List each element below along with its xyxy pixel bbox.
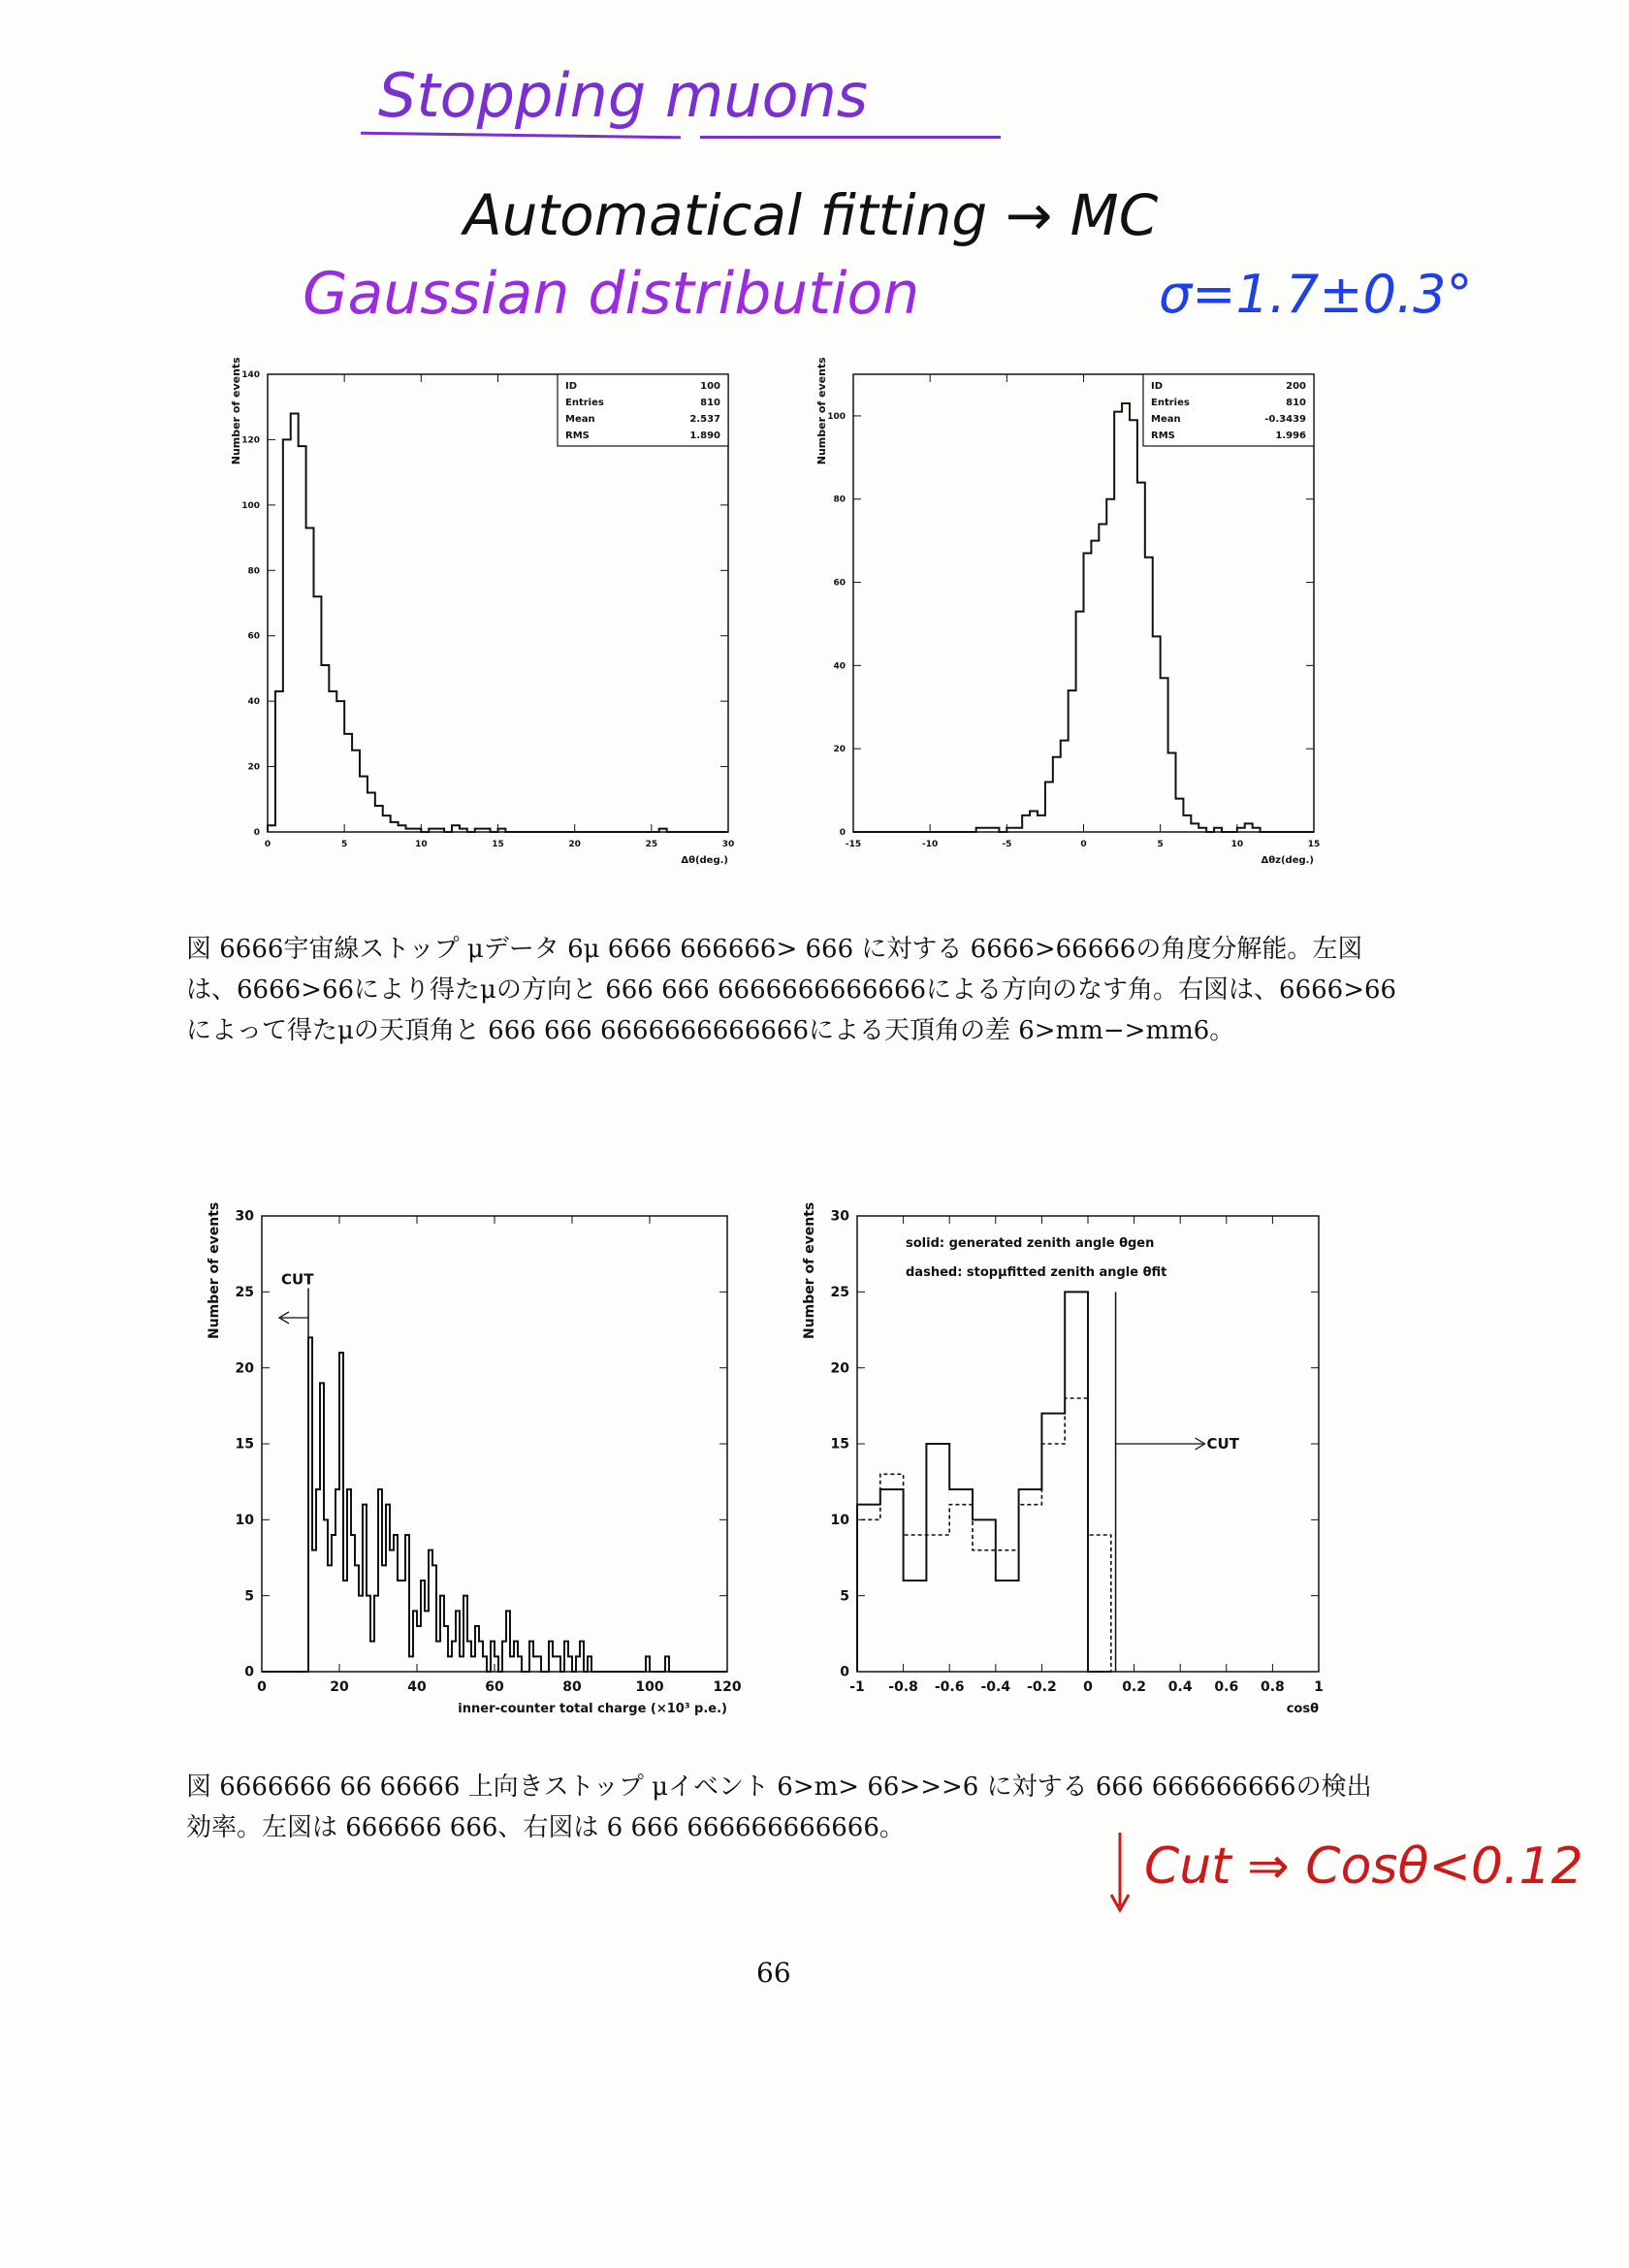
cut-marker bbox=[1116, 1292, 1205, 1672]
legend-entry-dashed: dashed: stopμfitted zenith angle θfit bbox=[906, 1265, 1167, 1280]
histogram-line bbox=[268, 413, 728, 832]
y-tick-label: 60 bbox=[247, 631, 260, 642]
histogram-delta-theta bbox=[211, 357, 754, 884]
x-tick-label: 5 bbox=[341, 840, 348, 849]
handwritten-cut-note: Cut ⇒ Cosθ<0.12 bbox=[1144, 1837, 1583, 1896]
x-tick-label: 10 bbox=[415, 840, 428, 849]
y-tick-label: 25 bbox=[235, 1285, 254, 1300]
y-tick-label: 25 bbox=[830, 1285, 849, 1300]
x-tick-label: 30 bbox=[721, 840, 735, 849]
y-axis-label: Number of events bbox=[802, 1201, 818, 1340]
legend-entry-solid: solid: generated zenith angle θgen bbox=[906, 1236, 1155, 1251]
x-tick-label: 0 bbox=[1080, 840, 1087, 849]
stats-key: ID bbox=[1151, 381, 1164, 392]
stats-value: 2.537 bbox=[689, 414, 720, 425]
handwritten-note-gaussian: Gaussian distribution bbox=[303, 260, 920, 328]
cut-label: CUT bbox=[1206, 1435, 1239, 1453]
title-underline bbox=[700, 136, 1001, 139]
y-axis-label: Number of events bbox=[207, 1201, 223, 1340]
page-number: 66 bbox=[756, 1957, 791, 1989]
x-tick-label: -0.4 bbox=[980, 1679, 1011, 1695]
stats-key: Mean bbox=[565, 414, 595, 425]
stats-value: -0.3439 bbox=[1264, 414, 1306, 425]
y-tick-label: 0 bbox=[244, 1664, 254, 1680]
x-tick-label: 0.2 bbox=[1122, 1679, 1147, 1695]
y-tick-label: 20 bbox=[235, 1360, 254, 1377]
x-tick-label: 40 bbox=[407, 1679, 427, 1695]
axis-ticks bbox=[831, 1209, 1324, 1695]
y-tick-label: 30 bbox=[235, 1208, 254, 1225]
x-tick-label: 1 bbox=[1314, 1679, 1324, 1695]
x-tick-label: 20 bbox=[568, 840, 581, 849]
y-tick-label: 10 bbox=[830, 1513, 849, 1528]
y-tick-label: 40 bbox=[247, 697, 260, 708]
x-tick-label: -1 bbox=[849, 1679, 865, 1695]
x-tick-label: 60 bbox=[485, 1679, 504, 1695]
y-tick-label: 15 bbox=[830, 1436, 849, 1453]
stats-value: 1.996 bbox=[1275, 431, 1306, 441]
x-tick-label: -0.6 bbox=[934, 1679, 965, 1695]
y-tick-label: 0 bbox=[839, 828, 846, 838]
stats-value: 1.890 bbox=[689, 431, 720, 441]
x-tick-label: -10 bbox=[922, 840, 939, 849]
x-tick-label: 80 bbox=[562, 1679, 582, 1695]
series-solid-line bbox=[857, 1292, 1111, 1672]
handwritten-sigma-value: σ=1.7±0.3° bbox=[1159, 264, 1473, 325]
histogram-inner-counter-charge bbox=[204, 1195, 747, 1718]
x-axis-label: Δθ(deg.) bbox=[681, 855, 728, 866]
caption-line: によって得たμの天頂角と 666 666 6666666666666による天頂角の差 6>mm−>mm6。 bbox=[186, 1016, 1235, 1045]
stats-value: 100 bbox=[700, 381, 720, 392]
y-tick-label: 5 bbox=[244, 1588, 254, 1605]
handwritten-title: Stopping muons bbox=[378, 60, 869, 131]
x-tick-label: -5 bbox=[1002, 840, 1012, 849]
x-tick-label: 20 bbox=[330, 1679, 349, 1695]
y-tick-label: 0 bbox=[253, 828, 260, 838]
stats-value: 810 bbox=[1286, 398, 1306, 408]
y-tick-label: 5 bbox=[840, 1588, 849, 1605]
y-tick-label: 30 bbox=[830, 1208, 849, 1225]
stats-key: RMS bbox=[1151, 431, 1175, 441]
cut-label: CUT bbox=[281, 1270, 314, 1289]
y-tick-label: 80 bbox=[833, 495, 846, 505]
x-tick-label: 10 bbox=[1230, 840, 1244, 849]
histogram-line bbox=[262, 1337, 727, 1672]
x-tick-label: 100 bbox=[635, 1679, 664, 1695]
caption-line: は、6666>66により得たμの方向と 666 666 6666666666666による方向のなす角。右図は、6666>66 bbox=[186, 975, 1397, 1005]
caption-line: 図 6666666 66 66666 上向きストップ μイベント 6>m> 66>>>6 に対する 666 666666666の検出 bbox=[186, 1773, 1372, 1802]
stats-box bbox=[558, 374, 728, 446]
x-tick-label: 0 bbox=[264, 840, 272, 849]
x-tick-label: -15 bbox=[845, 840, 862, 849]
figure-caption-2 bbox=[186, 1767, 1408, 1848]
y-tick-label: 100 bbox=[241, 500, 260, 511]
histogram-line bbox=[853, 403, 1314, 832]
y-tick-label: 100 bbox=[827, 411, 846, 422]
red-arrow-icon bbox=[1105, 1831, 1134, 1916]
y-tick-label: 15 bbox=[235, 1436, 254, 1453]
cut-marker bbox=[279, 1288, 308, 1672]
x-axis-label: inner-counter total charge (×10³ p.e.) bbox=[458, 1702, 727, 1716]
stats-key: ID bbox=[565, 381, 578, 392]
x-tick-label: 15 bbox=[1307, 840, 1321, 849]
x-tick-label: 25 bbox=[645, 840, 658, 849]
stats-key: RMS bbox=[565, 431, 590, 441]
series-dashed-line bbox=[857, 1398, 1111, 1672]
y-tick-label: 20 bbox=[247, 762, 260, 773]
handwritten-note-fitting: Automatical fitting → MC bbox=[463, 182, 1159, 248]
y-tick-label: 120 bbox=[241, 435, 260, 446]
x-tick-label: -0.2 bbox=[1027, 1679, 1057, 1695]
title-underline bbox=[361, 132, 681, 140]
x-tick-label: 0 bbox=[257, 1679, 267, 1695]
stats-key: Mean bbox=[1151, 414, 1181, 425]
x-axis-label: cosθ bbox=[1286, 1702, 1319, 1716]
histogram-cos-theta bbox=[795, 1195, 1338, 1718]
stats-key: Entries bbox=[1151, 398, 1190, 408]
y-tick-label: 80 bbox=[247, 566, 260, 577]
x-tick-label: 120 bbox=[713, 1679, 742, 1695]
x-tick-label: -0.8 bbox=[888, 1679, 918, 1695]
y-axis-label: Number of events bbox=[815, 357, 829, 465]
y-tick-label: 40 bbox=[833, 661, 846, 672]
y-tick-label: 140 bbox=[241, 370, 260, 380]
y-tick-label: 20 bbox=[833, 745, 846, 755]
stats-key: Entries bbox=[565, 398, 604, 408]
x-tick-label: 5 bbox=[1157, 840, 1164, 849]
caption-line: 効率。左図は 666666 666、右図は 6 666 666666666666。 bbox=[186, 1813, 905, 1842]
x-tick-label: 0.4 bbox=[1167, 1679, 1193, 1695]
x-tick-label: 0.6 bbox=[1214, 1679, 1239, 1695]
y-axis-label: Number of events bbox=[230, 357, 243, 465]
x-tick-label: 0.8 bbox=[1260, 1679, 1285, 1695]
plot-frame bbox=[262, 1216, 727, 1672]
stats-box bbox=[1143, 374, 1314, 446]
stats-value: 810 bbox=[700, 398, 720, 408]
stats-value: 200 bbox=[1286, 381, 1306, 392]
caption-line: 図 6666宇宙線ストップ μデータ 6μ 6666 666666> 666 に対する 6666>66666の角度分解能。左図 bbox=[186, 935, 1363, 964]
y-tick-label: 20 bbox=[830, 1360, 849, 1377]
y-tick-label: 0 bbox=[840, 1664, 849, 1680]
y-tick-label: 60 bbox=[833, 578, 846, 589]
figure-caption-1 bbox=[186, 929, 1408, 1051]
x-tick-label: 15 bbox=[492, 840, 504, 849]
histogram-delta-theta-z bbox=[797, 357, 1340, 884]
y-tick-label: 10 bbox=[235, 1513, 254, 1528]
x-axis-label: Δθz(deg.) bbox=[1261, 855, 1314, 866]
x-tick-label: 0 bbox=[1083, 1679, 1093, 1695]
